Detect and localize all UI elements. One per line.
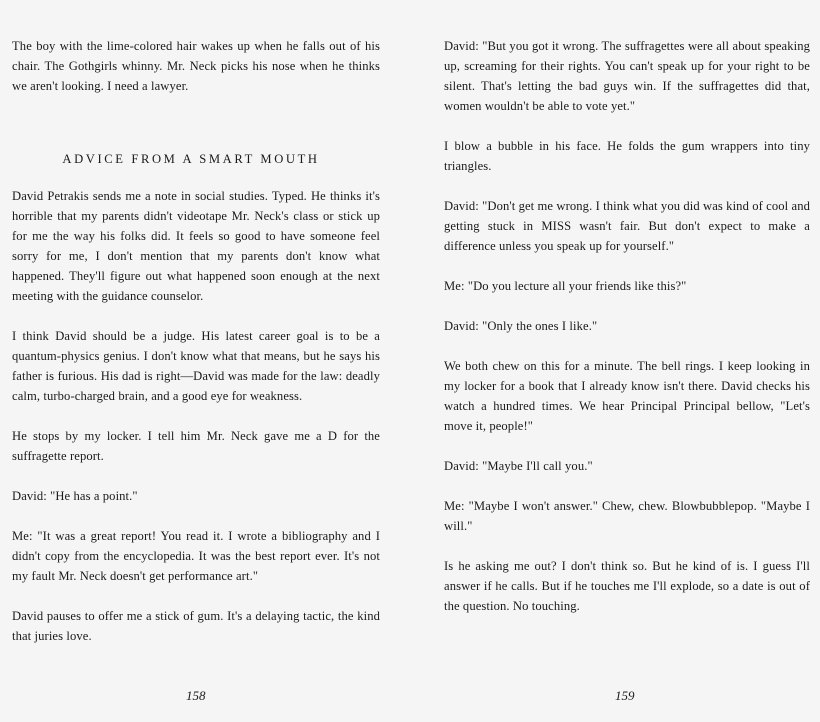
right-page-text — [444, 36, 810, 616]
right-page — [410, 0, 820, 722]
paragraph: David: "Maybe I'll call you." — [444, 459, 593, 473]
chapter-heading: ADVICE FROM A SMART MOUTH — [62, 152, 320, 166]
paragraph: Me: "Maybe I won't answer." Chew, chew. Blowbubblepop. "Maybe I will." — [444, 499, 810, 533]
paragraph: David pauses to offer me a stick of gum. It's a delaying tactic, the kind that juries love. — [12, 609, 380, 643]
paragraph: He stops by my locker. I tell him Mr. Neck gave me a D for the suffragette report. — [12, 429, 380, 463]
paragraph: I blow a bubble in his face. He folds the gum wrappers into tiny triangles. — [444, 139, 810, 173]
paragraph: David: "Only the ones I like." — [444, 319, 598, 333]
paragraph: Is he asking me out? I don't think so. But he kind of is. I guess I'll answer if he calls. But if he touches me I'll explode, so a date is out of the question. No touching. — [444, 559, 810, 613]
left-page-text — [12, 36, 380, 646]
paragraph: David: "Don't get me wrong. I think what you did was kind of cool and getting stuck in MISS wasn't fair. But don't expect to make a difference unless you speak up for yourself." — [444, 199, 810, 253]
page-number-right: 159 — [615, 688, 635, 703]
paragraph: Me: "Do you lecture all your friends like this?" — [444, 279, 687, 293]
paragraph: I think David should be a judge. His latest career goal is to be a quantum-physics genius. I don't know what that means, but he says his father is furious. His dad is right—David was made for the law: deadly calm, turbo-charged brain, and a good eye for weakness. — [12, 329, 380, 403]
paragraph: David Petrakis sends me a note in social studies. Typed. He thinks it's horrible that my parents didn't videotape Mr. Neck's class or stick up for me the way his folks did. It feels so good to have someone feel sorry for me, I don't mention that my parents don't know what happened. They'll figure out what happened soon enough at the next meeting with the guidance counselor. — [12, 189, 380, 303]
paragraph: David: "But you got it wrong. The suffragettes were all about speaking up, screaming for their rights. You can't speak up for your right to be silent. That's letting the bad guys win. If the suffragettes did that, women wouldn't be able to vote yet." — [444, 39, 810, 113]
paragraph: David: "He has a point." — [12, 489, 138, 503]
paragraph: Me: "It was a great report! You read it. I wrote a bibliography and I didn't copy from the encyclopedia. It was the best report ever. It's not my fault Mr. Neck doesn't get performance art." — [12, 529, 380, 583]
paragraph: The boy with the lime-colored hair wakes up when he falls out of his chair. The Gothgirls whinny. Mr. Neck picks his nose when he thinks we aren't looking. I need a lawyer. — [12, 39, 380, 93]
paragraph: We both chew on this for a minute. The bell rings. I keep looking in my locker for a book that I already know isn't there. David checks his watch a hundred times. We hear Principal Principal bellow, "Let's move it, people!" — [444, 359, 810, 433]
page-number-left: 158 — [186, 688, 206, 703]
